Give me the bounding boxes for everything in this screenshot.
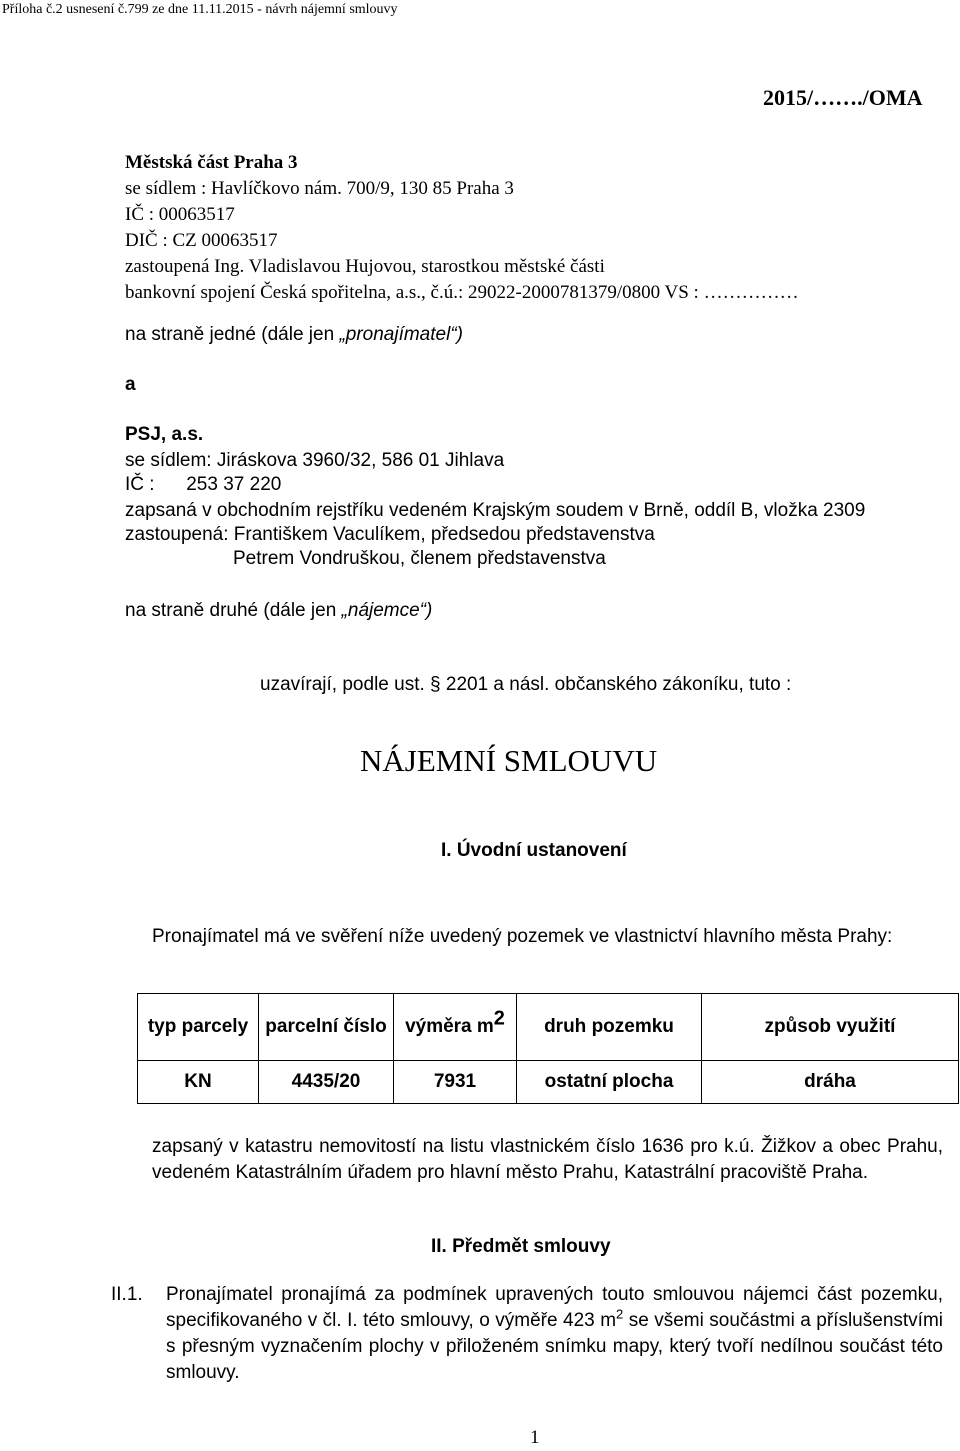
lessor-address: se sídlem : Havlíčkovo nám. 700/9, 130 85 Praha 3 bbox=[125, 178, 514, 199]
lessee-ic: IČ : 253 37 220 bbox=[125, 474, 282, 495]
table-header-cell: parcelní číslo bbox=[259, 994, 394, 1061]
table-header-cell: způsob využití bbox=[702, 994, 959, 1061]
table-cell: dráha bbox=[702, 1061, 959, 1104]
intro-text: uzavírají, podle ust. § 2201 a násl. občanského zákoníku, tuto : bbox=[260, 674, 792, 695]
annex-note: Příloha č.2 usnesení č.799 ze dne 11.11.2015 - návrh nájemní smlouvy bbox=[2, 2, 398, 17]
contract-title: NÁJEMNÍ SMLOUVU bbox=[360, 743, 658, 778]
clause-text-b: se všemi součástmi a příslušenstvími s přesným vyznačením plochy v přiloženém snímku mapy, který tvoří nedílnou součást této smlouvy. bbox=[166, 1310, 943, 1383]
lessor-party-line bbox=[125, 322, 463, 348]
lessee-address: se sídlem: Jiráskova 3960/32, 586 01 Jihlava bbox=[125, 450, 505, 471]
table-cell: ostatní plocha bbox=[517, 1061, 702, 1104]
lessor-name: Městská část Praha 3 bbox=[125, 152, 298, 173]
lessee-party-prefix: na straně druhé (dále jen bbox=[125, 600, 342, 621]
table-cell: 4435/20 bbox=[259, 1061, 394, 1104]
clause-text bbox=[166, 1282, 943, 1386]
section-1-heading: I. Úvodní ustanovení bbox=[441, 840, 627, 861]
lessee-name: PSJ, a.s. bbox=[125, 424, 204, 445]
lessor-party-term: „pronajímatel“) bbox=[339, 324, 463, 345]
table-row bbox=[138, 1061, 959, 1104]
conjunction: a bbox=[125, 374, 136, 395]
table-header-area-label: výměra m bbox=[405, 1016, 494, 1037]
lessor-bank: bankovní spojení Česká spořitelna, a.s., č.ú.: 29022-2000781379/0800 VS : …………… bbox=[125, 282, 799, 303]
parcel-table bbox=[137, 993, 959, 1104]
section-1-text: Pronajímatel má ve svěření níže uvedený pozemek ve vlastnictví hlavního města Prahy: bbox=[152, 926, 893, 947]
table-cell: KN bbox=[138, 1061, 259, 1104]
lessee-party-line bbox=[125, 598, 432, 624]
lessee-represented-1: zastoupená: Františkem Vaculíkem, předsedou představenstva bbox=[125, 524, 655, 545]
table-header-cell: druh pozemku bbox=[517, 994, 702, 1061]
table-header-cell bbox=[394, 994, 517, 1061]
table-header-cell: typ parcely bbox=[138, 994, 259, 1061]
page-number: 1 bbox=[530, 1427, 540, 1448]
section-2-heading: II. Předmět smlouvy bbox=[431, 1236, 611, 1257]
table-header-row bbox=[138, 994, 959, 1061]
clause-exponent: 2 bbox=[616, 1306, 624, 1322]
lessee-represented-2: Petrem Vondruškou, členem představenstva bbox=[233, 548, 606, 569]
lessor-ic: IČ : 00063517 bbox=[125, 204, 235, 225]
reference-number: 2015/……./OMA bbox=[763, 85, 923, 110]
clause-text-a: Pronajímatel pronajímá za podmínek upravených touto smlouvou nájemci část pozemku, specifikovaného v čl. I. této smlouvy, o výměře 423 m bbox=[166, 1284, 943, 1331]
lessor-represented: zastoupená Ing. Vladislavou Hujovou, starostkou městské části bbox=[125, 256, 605, 277]
cadastre-text: zapsaný v katastru nemovitostí na listu vlastnickém číslo 1636 pro k.ú. Žižkov a obec Prahu, vedeném Katastrálním úřadem pro hlavní město Prahu, Katastrální pracoviště Praha. bbox=[152, 1136, 943, 1183]
table-header-area-exponent: 2 bbox=[493, 1007, 505, 1030]
lessee-registry: zapsaná v obchodním rejstříku vedeném Krajským soudem v Brně, oddíl B, vložka 2309 bbox=[125, 500, 866, 521]
lessee-party-term: „nájemce“) bbox=[341, 600, 433, 621]
lessor-dic: DIČ : CZ 00063517 bbox=[125, 230, 278, 251]
table-cell: 7931 bbox=[394, 1061, 517, 1104]
clause-number: II.1. bbox=[111, 1284, 143, 1305]
lessor-party-prefix: na straně jedné (dále jen bbox=[125, 324, 340, 345]
